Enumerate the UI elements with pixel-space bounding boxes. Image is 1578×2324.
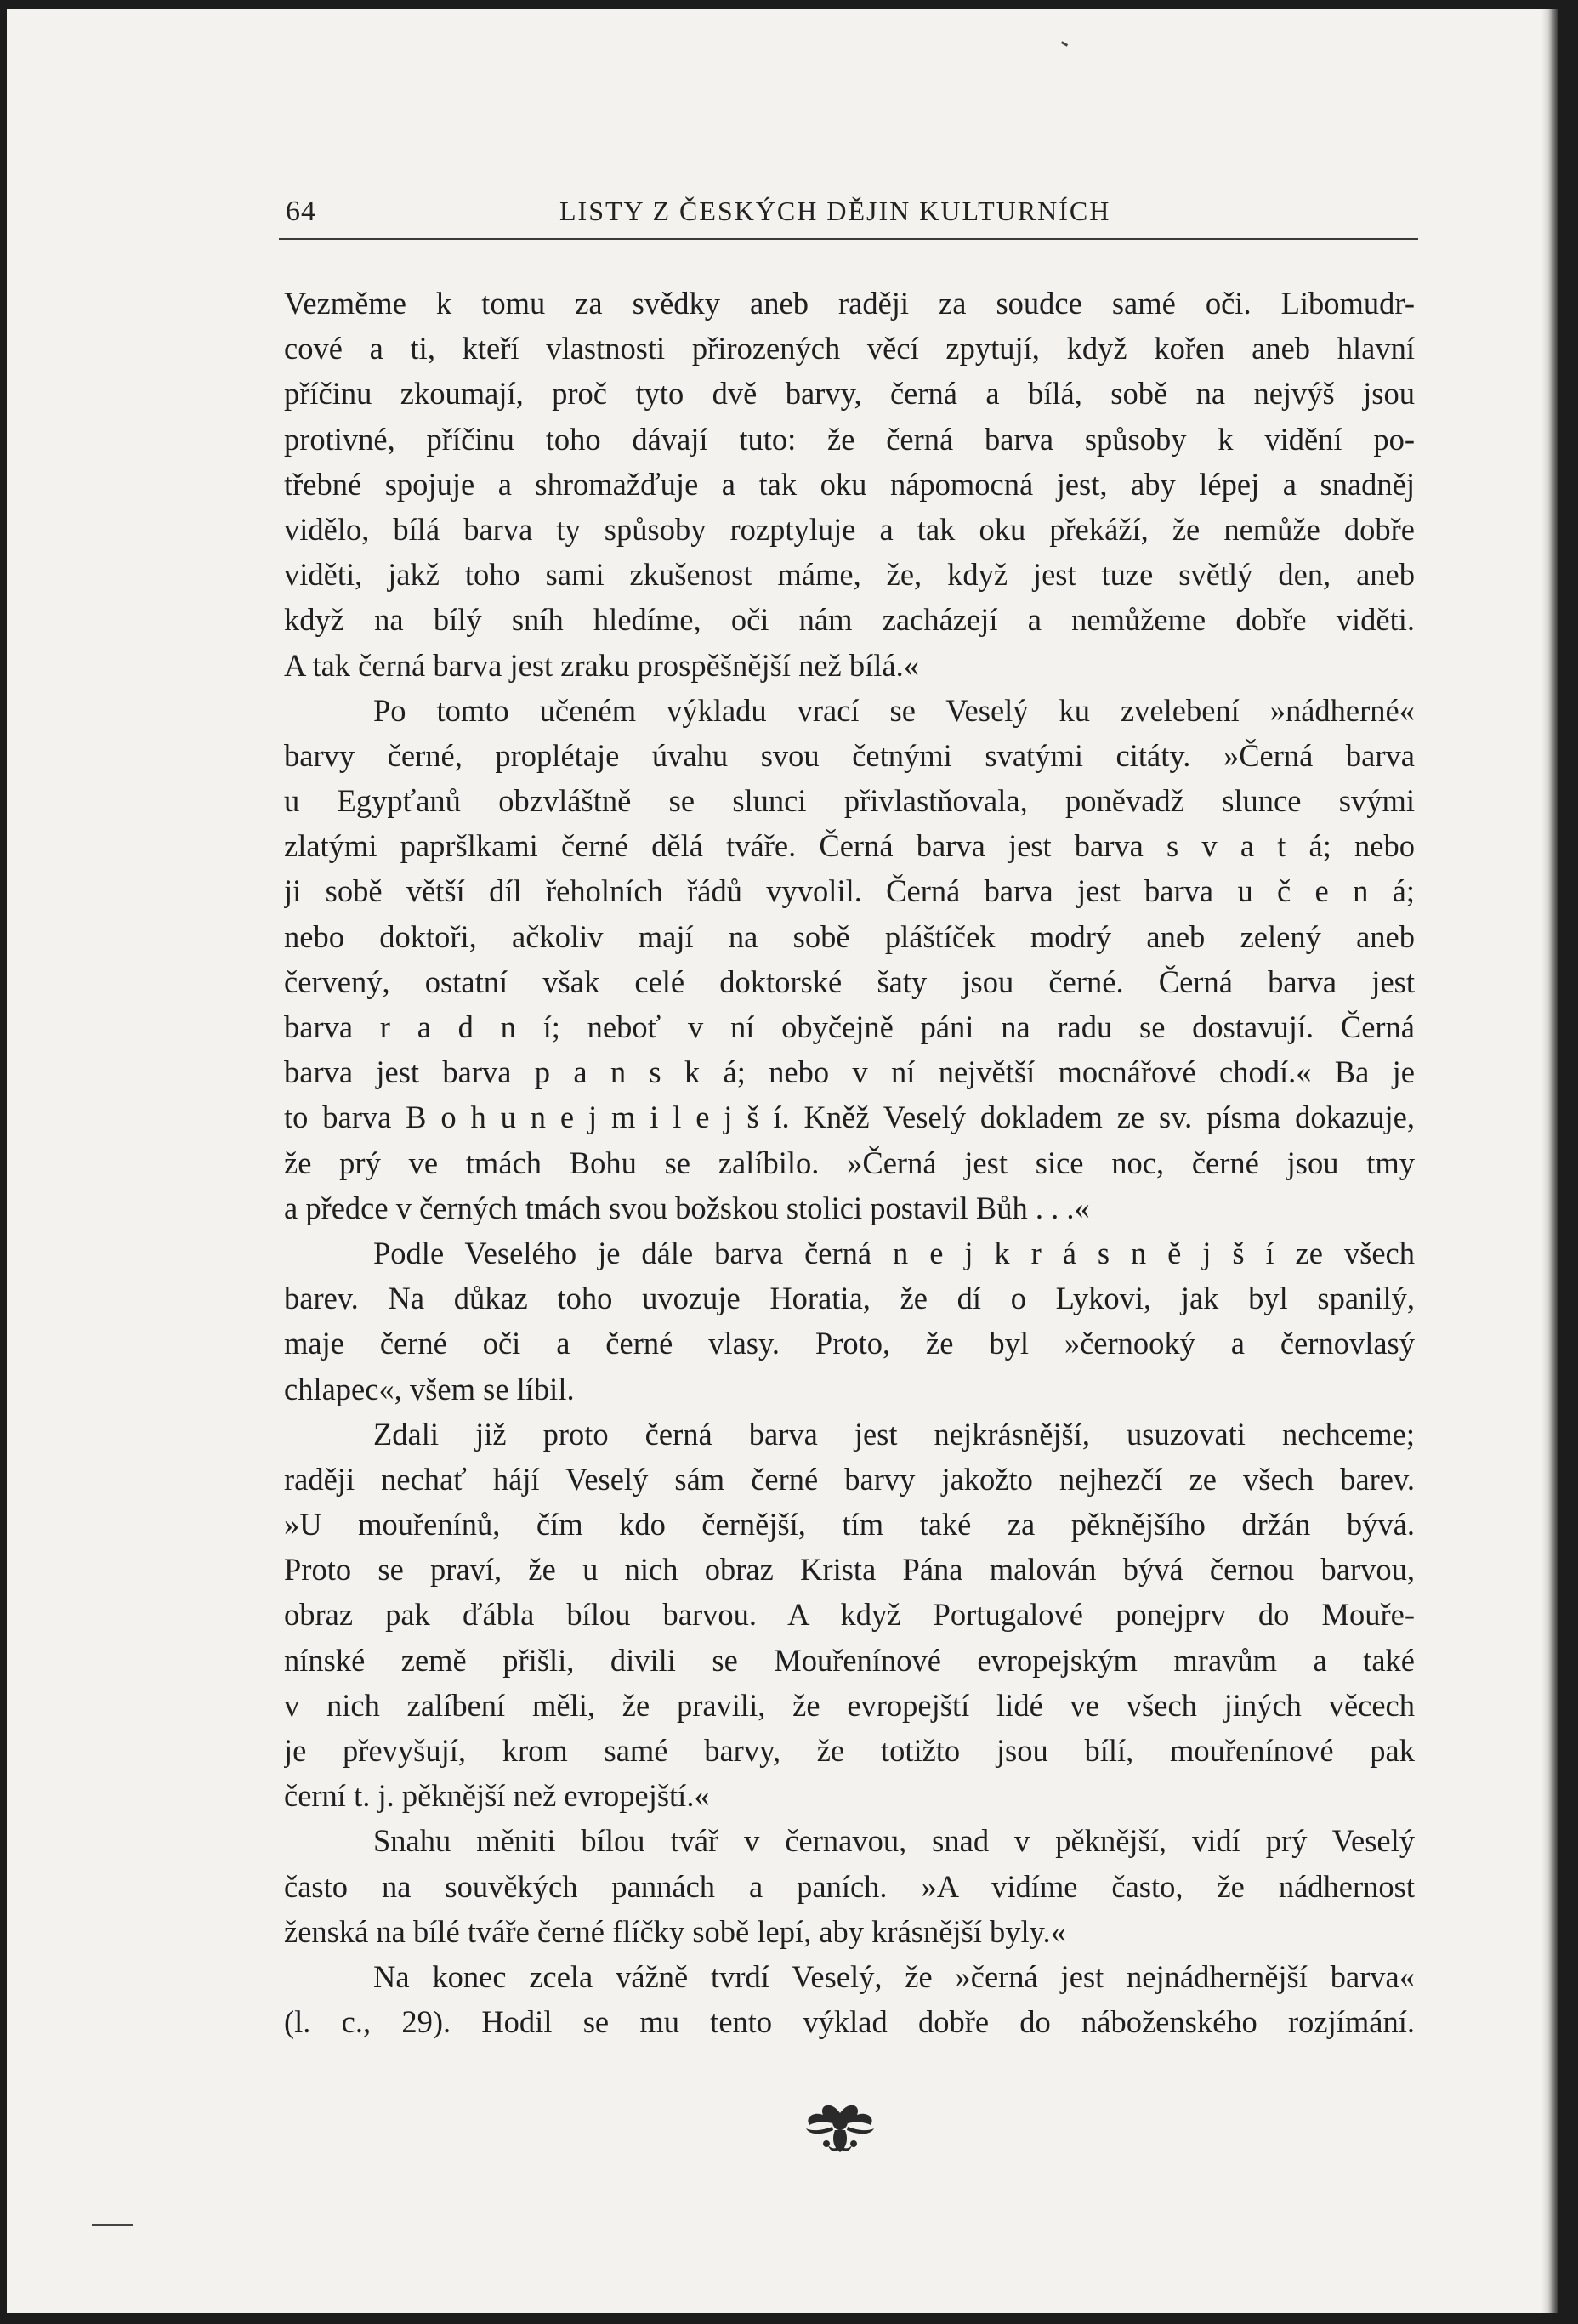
- text-line: nínské země přišli, divili se Mouřenínové evropejským mravům a také: [284, 1642, 1415, 1678]
- text-line: když na bílý sníh hledíme, oči nám zacházejí a nemůžeme dobře viděti.: [284, 602, 1415, 638]
- print-speck: [1061, 41, 1068, 47]
- text-line: a předce v černých tmách svou božskou stolici postavil Bůh . . .«: [284, 1190, 1090, 1225]
- text-line: červený, ostatní však celé doktorské šaty jsou černé. Černá barva jest: [284, 963, 1415, 999]
- book-page: [7, 9, 1558, 2313]
- text-line: Na konec zcela vážně tvrdí Veselý, že »černá jest nejnádhernější barva«: [373, 1958, 1415, 1994]
- text-line: chlapec«, všem se líbil.: [284, 1371, 575, 1406]
- text-line: Po tomto učeném výkladu vrací se Veselý ku zvelebení »nádherné«: [373, 692, 1415, 728]
- text-line: ji sobě větší díl řeholních řádů vyvolil. Černá barva jest barva u č e n á;: [284, 873, 1415, 909]
- text-line: Vezměme k tomu za svědky aneb raději za soudce samé oči. Libomudr-: [284, 286, 1415, 321]
- text-line: »U mouřenínů, čím kdo černější, tím také za pěknějšího držán bývá.: [284, 1507, 1415, 1543]
- body-text: [284, 281, 1415, 2044]
- page-edge: [1541, 9, 1558, 2313]
- text-line: vidělo, bílá barva ty spůsoby rozptyluje a tak oku překáží, že nemůže dobře: [284, 511, 1415, 547]
- text-line: barva r a d n í; neboť v ní obyčejně páni na radu se dostavují. Černá: [284, 1009, 1415, 1044]
- text-line: zlatými papršlkami černé dělá tváře. Černá barva jest barva s v a t á; nebo: [284, 828, 1415, 864]
- text-line: barvy černé, proplétaje úvahu svou četnými svatými citáty. »Černá barva: [284, 737, 1415, 773]
- text-line: Snahu měniti bílou tvář v černavou, snad v pěknější, vidí prý Veselý: [373, 1823, 1415, 1859]
- print-speck: [92, 2224, 133, 2226]
- running-title: LISTY Z ČESKÝCH DĚJIN KULTURNÍCH: [559, 196, 1111, 226]
- text-line: u Egypťanů obzvláštně se slunci přivlastňovala, poněvadž slunce svými: [284, 783, 1415, 819]
- text-line: (l. c., 29). Hodil se mu tento výklad dobře do náboženského rozjímání.: [284, 2004, 1415, 2040]
- text-line: barev. Na důkaz toho uvozuje Horatia, že dí o Lykovi, jak byl spanilý,: [284, 1281, 1415, 1316]
- page-number: 64: [286, 196, 316, 227]
- text-line: raději nechať hájí Veselý sám černé barvy jakožto nejhezčí ze všech barev.: [284, 1461, 1415, 1497]
- text-line: to barva B o h u n e j m i l e j š í. Kněž Veselý dokladem ze sv. písma dokazuje,: [284, 1099, 1415, 1135]
- text-line: nebo doktoři, ačkoliv mají na sobě pláštíček modrý aneb zelený aneb: [284, 918, 1415, 954]
- text-line: viděti, jakž toho sami zkušenost máme, že, když jest tuze světlý den, aneb: [284, 557, 1415, 593]
- ornament-vignette-icon: [798, 2096, 883, 2156]
- text-line: v nich zalíbení měli, že pravili, že evropejští lidé ve všech jiných věcech: [284, 1687, 1415, 1723]
- text-line: obraz pak ďábla bílou barvou. A když Portugalové ponejprv do Mouře-: [284, 1597, 1415, 1633]
- ornament-icon: [798, 2096, 883, 2156]
- text-line: třebné spojuje a shromažďuje a tak oku nápomocná jest, aby lépej a snadněj: [284, 466, 1415, 502]
- text-line: Podle Veselého je dále barva černá n e j k r á s n ě j š í ze všech: [373, 1235, 1415, 1270]
- text-line: Proto se praví, že u nich obraz Krista Pána malován bývá černou barvou,: [284, 1552, 1415, 1588]
- text-line: černí t. j. pěknější než evropejští.«: [284, 1778, 710, 1814]
- text-line: Zdali již proto černá barva jest nejkrásnější, usuzovati nechceme;: [373, 1416, 1415, 1452]
- text-line: je převyšují, krom samé barvy, že totižto jsou bílí, mouřenínové pak: [284, 1733, 1415, 1768]
- text-line: barva jest barva p a n s k á; nebo v ní největší mocnářové chodí.« Ba je: [284, 1054, 1415, 1090]
- text-line: příčinu zkoumají, proč tyto dvě barvy, černá a bílá, sobě na nejvýš jsou: [284, 376, 1415, 412]
- text-line: protivné, příčinu toho dávají tuto: že černá barva spůsoby k vidění po-: [284, 421, 1415, 457]
- text-line: cové a ti, kteří vlastnosti přirozených věcí zpytují, když kořen aneb hlavní: [284, 331, 1415, 366]
- text-line: že prý ve tmách Bohu se zalíbilo. »Černá jest sice noc, černé jsou tmy: [284, 1145, 1415, 1180]
- text-line: maje černé oči a černé vlasy. Proto, že byl »černooký a černovlasý: [284, 1326, 1415, 1361]
- page-header: [279, 194, 1418, 240]
- text-line: často na souvěkých pannách a paních. »A vidíme často, že nádhernost: [284, 1868, 1415, 1904]
- text-line: A tak černá barva jest zraku prospěšnější než bílá.«: [284, 647, 919, 683]
- text-line: ženská na bílé tváře černé flíčky sobě lepí, aby krásnější byly.«: [284, 1913, 1066, 1949]
